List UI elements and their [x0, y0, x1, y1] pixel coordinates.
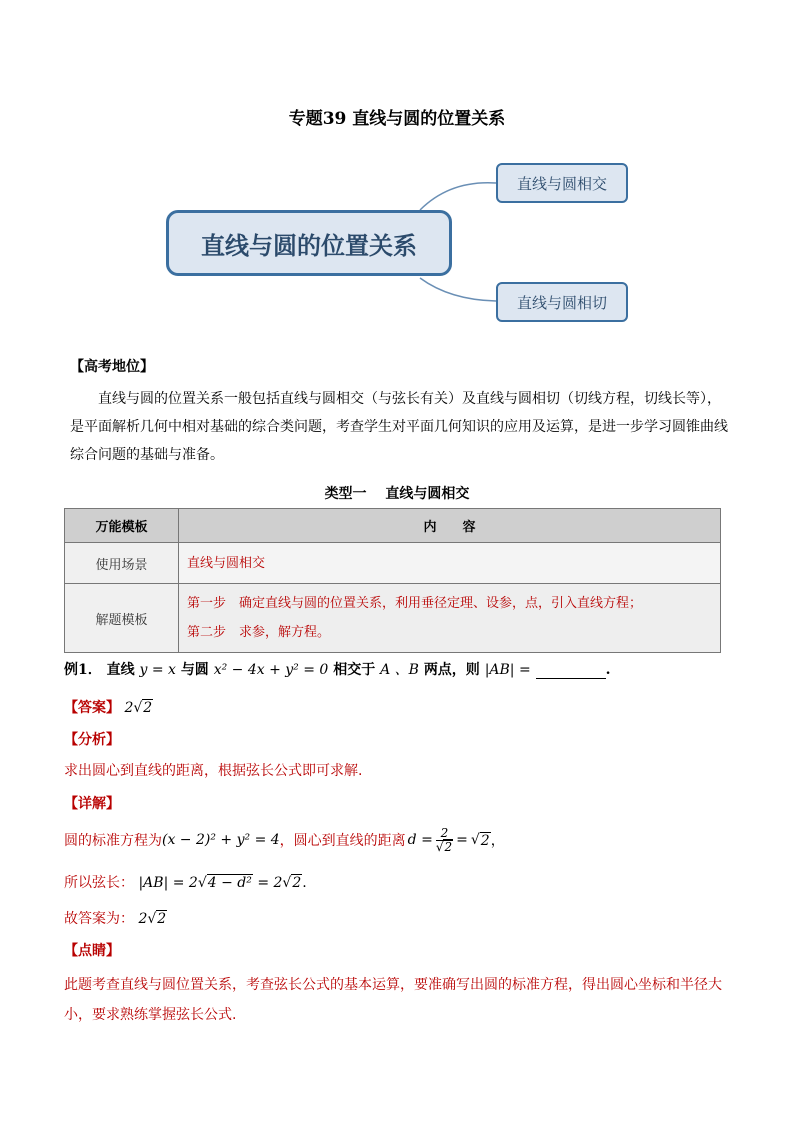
sqrt-sign: √: [282, 875, 292, 891]
final-root: 2: [157, 911, 167, 927]
chord-formula: |AB| = 2: [138, 875, 198, 891]
answer-root: 2: [143, 700, 153, 716]
analysis-label-text: 【分析】: [64, 732, 120, 748]
answer-line: [64, 697, 153, 717]
table-row-content: [179, 584, 721, 653]
template-table: [64, 508, 721, 653]
comment-label-text: 【点睛】: [64, 943, 120, 959]
content-line: 第二步 求参，解方程。: [187, 625, 331, 640]
content-line: 第一步 确定直线与圆的位置关系，利用垂径定理、设参，点，引入直线方程；: [187, 596, 643, 611]
q-text: 相交于: [333, 662, 376, 678]
chord-result-root: 2: [292, 875, 302, 891]
mindmap-main-node: 直线与圆的位置关系: [166, 210, 452, 276]
detail-text: 圆的标准方程为: [64, 833, 162, 849]
connector-lower: [420, 278, 496, 301]
analysis-label: [64, 729, 120, 749]
q-ab: |AB| =: [484, 662, 531, 678]
table-header-cell: 万能模板: [65, 509, 179, 543]
detail-line-3: [64, 908, 167, 928]
fraction-numerator: 2: [436, 827, 453, 841]
page-title: 专题39 直线与圆的位置关系: [288, 109, 506, 129]
answer-coef: 2: [124, 700, 134, 716]
q-text: 直线: [106, 662, 135, 678]
gaokao-text: 直线与圆的位置关系一般包括直线与圆相交（与弦长有关）及直线与圆相切（切线方程，切线长等），是平面解析几何中相对基础的综合类问题，考查学生对平面几何知识的应用及运算，是进一步学习圆锥曲线综合问题的基础与准备。: [70, 391, 728, 463]
detail-text: 所以弦长：: [64, 875, 134, 891]
sqrt-sign: √: [147, 911, 157, 927]
q-text: 与圆: [180, 662, 209, 678]
q-line-eq: y = x: [139, 662, 176, 678]
detail-text: 故答案为：: [64, 911, 134, 927]
distance-root: 2: [480, 832, 490, 849]
example-question: [64, 659, 610, 679]
detail-text: ，圆心到直线的距离: [279, 833, 406, 849]
table-header-cell: 内 容: [179, 509, 721, 543]
gaokao-heading: 【高考地位】: [70, 359, 154, 375]
q-points: A 、B: [380, 662, 419, 678]
analysis-text: 求出圆心到直线的距离，根据弦长公式即可求解.: [64, 763, 363, 779]
mindmap-branch-tangent: 直线与圆相切: [496, 282, 628, 322]
distance-d: d =: [407, 832, 433, 848]
table-row-content: [179, 543, 721, 584]
chord-result: = 2: [257, 875, 283, 891]
q-text: 两点，则: [423, 662, 480, 678]
detail-label-text: 【详解】: [64, 796, 120, 812]
answer-label: 【答案】: [64, 700, 120, 716]
connector-upper: [420, 183, 496, 210]
detail-line-1: [64, 822, 505, 858]
answer-blank: [536, 664, 606, 679]
period: .: [302, 875, 307, 891]
distance-fraction: [436, 827, 453, 854]
table-row-label: 使用场景: [65, 543, 179, 584]
sqrt-sign: √: [197, 875, 207, 891]
equals-sign: =: [456, 832, 468, 848]
fraction-denominator: √2: [435, 839, 453, 854]
chord-root: 4 − d²: [207, 875, 252, 891]
comment-label: [64, 940, 120, 960]
final-coef: 2: [138, 911, 148, 927]
table-row-label: 解题模板: [65, 584, 179, 653]
sqrt-sign: √: [133, 700, 143, 716]
table-row: [65, 543, 721, 584]
comma: ，: [490, 833, 505, 849]
table-row: [65, 584, 721, 653]
q-circle-eq: x² − 4x + y² = 0: [213, 662, 329, 678]
content-line: 直线与圆相交: [187, 555, 266, 571]
type1-title: 类型一 直线与圆相交: [324, 486, 470, 502]
detail-label: [64, 793, 120, 813]
comment-text: 此题考查直线与圆位置关系，考查弦长公式的基本运算，要准确写出圆的标准方程，得出圆心坐标和半径大小，要求熟练掌握弦长公式.: [64, 977, 722, 1023]
mindmap-branch-intersect: 直线与圆相交: [496, 163, 628, 203]
sqrt-sign: √: [470, 832, 480, 848]
q-end: .: [605, 662, 611, 678]
standard-equation: (x − 2)² + y² = 4: [162, 832, 280, 848]
detail-line-2: [64, 872, 307, 892]
table-header-row: [65, 509, 721, 543]
example-prefix: 例1．: [64, 662, 102, 678]
denominator-root: 2: [444, 839, 453, 854]
